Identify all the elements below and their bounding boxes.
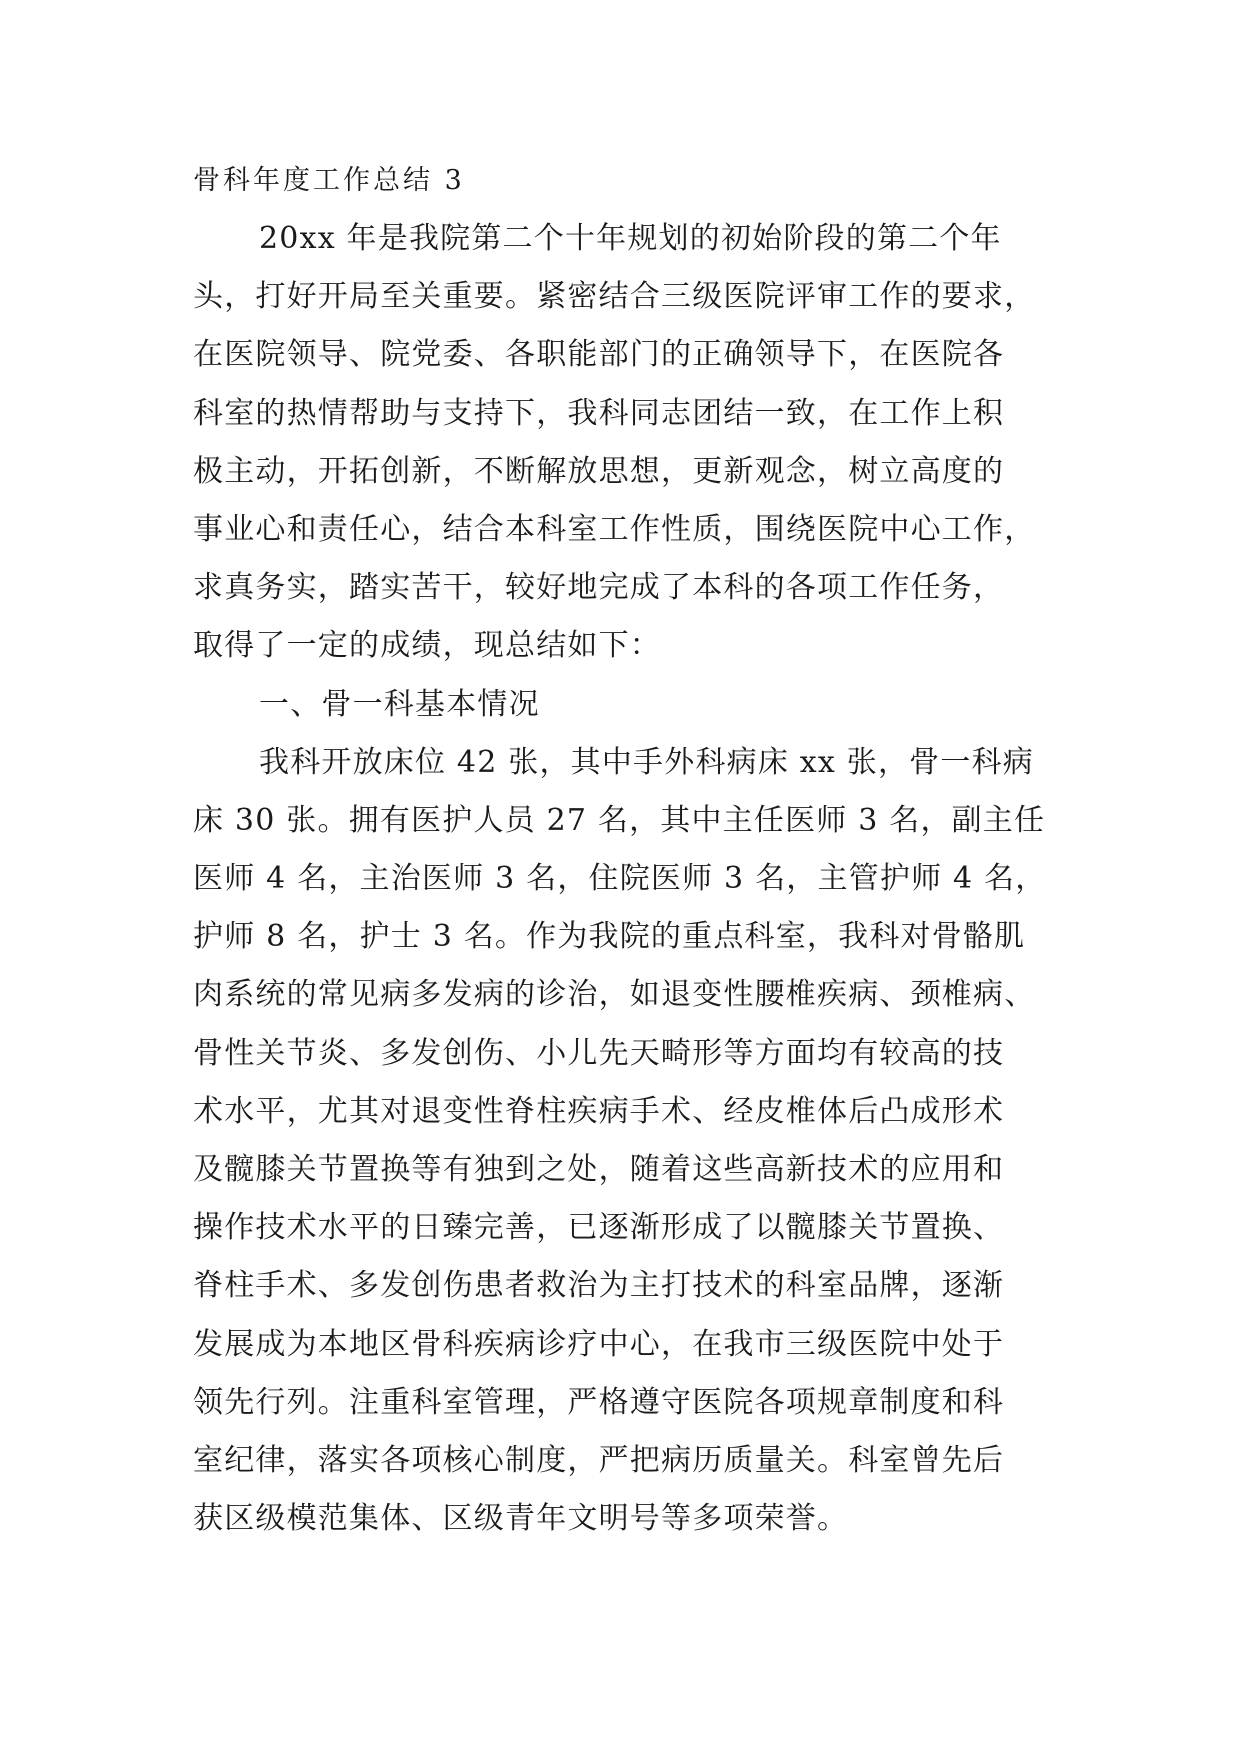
text-line: 室纪律，落实各项核心制度，严把病历质量关。科室曾先后	[193, 1442, 1005, 1478]
text-line: 床 30 张。拥有医护人员 27 名，其中主任医师 3 名，副主任	[193, 802, 1046, 838]
text-line: 获区级模范集体、区级青年文明号等多项荣誉。	[193, 1501, 849, 1537]
text-line: 我科开放床位 42 张，其中手外科病床 xx 张，骨一科病	[259, 744, 1034, 780]
paragraph-department-overview	[193, 734, 1071, 1549]
text-line: 骨性关节炎、多发创伤、小儿先天畸形等方面均有较高的技	[193, 1035, 1005, 1071]
document-body	[193, 152, 1071, 1548]
text-line: 术水平，尤其对退变性脊柱疾病手术、经皮椎体后凸成形术	[193, 1093, 1005, 1129]
section-heading: 一、骨一科基本情况	[259, 686, 540, 722]
text-line: 医师 4 名，主治医师 3 名，住院医师 3 名，主管护师 4 名，	[193, 861, 1047, 897]
text-line: 发展成为本地区骨科疾病诊疗中心，在我市三级医院中处于	[193, 1326, 1005, 1362]
text-line: 极主动，开拓创新，不断解放思想，更新观念，树立高度的	[193, 453, 1005, 489]
text-line: 科室的热情帮助与支持下，我科同志团结一致，在工作上积	[193, 395, 1005, 431]
paragraph-intro	[193, 210, 1071, 676]
text-line: 脊柱手术、多发创伤患者救治为主打技术的科室品牌，逐渐	[193, 1268, 1005, 1304]
text-line: 肉系统的常见病多发病的诊治，如退变性腰椎疾病、颈椎病、	[193, 977, 1036, 1013]
text-line: 事业心和责任心，结合本科室工作性质，围绕医院中心工作，	[193, 511, 1036, 547]
text-line: 领先行列。注重科室管理，严格遵守医院各项规章制度和科	[193, 1384, 1005, 1420]
text-line: 在医院领导、院党委、各职能部门的正确领导下，在医院各	[193, 337, 1005, 373]
text-line: 20xx 年是我院第二个十年规划的初始阶段的第二个年	[259, 221, 1002, 256]
text-line: 求真务实，踏实苦干，较好地完成了本科的各项工作任务，	[193, 570, 1005, 606]
document-title: 骨科年度工作总结 3	[193, 165, 465, 196]
text-line: 头，打好开局至关重要。紧密结合三级医院评审工作的要求，	[193, 279, 1036, 315]
text-line: 护师 8 名，护士 3 名。作为我院的重点科室，我科对骨骼肌	[193, 919, 1026, 955]
text-line: 及髋膝关节置换等有独到之处，随着这些高新技术的应用和	[193, 1152, 1005, 1187]
text-line: 操作技术水平的日臻完善，已逐渐形成了以髋膝关节置换、	[193, 1210, 1005, 1246]
text-line: 取得了一定的成绩，现总结如下：	[193, 628, 661, 664]
